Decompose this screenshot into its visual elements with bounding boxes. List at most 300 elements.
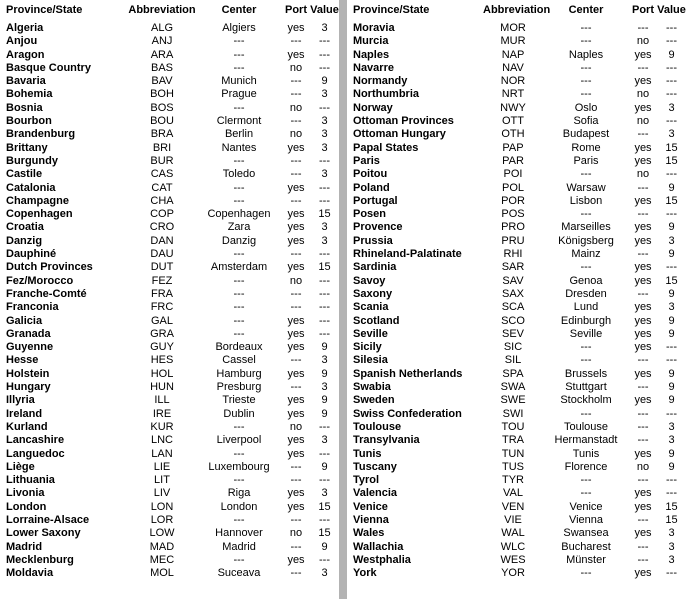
port-cell: no: [289, 128, 303, 141]
province-name-cell: Madrid: [6, 540, 43, 553]
table-row: [347, 75, 686, 88]
table-row: [347, 235, 686, 248]
value-cell: ---: [319, 474, 330, 487]
abbreviation-cell: GUY: [150, 341, 174, 354]
value-cell: 3: [321, 22, 328, 34]
port-cell: no: [289, 527, 303, 540]
abbreviation-cell: SEV: [501, 327, 524, 340]
table-row: [0, 102, 339, 115]
abbreviation-cell: OTT: [502, 115, 524, 128]
center-cell: ---: [580, 208, 592, 221]
table-row: [0, 527, 339, 540]
table-row: [0, 62, 339, 75]
abbreviation-cell: TRA: [502, 434, 524, 447]
abbreviation-cell: NWY: [500, 101, 526, 114]
province-name-cell: Papal States: [353, 141, 419, 154]
port-cell: yes: [634, 487, 652, 500]
province-name-cell: York: [353, 567, 377, 580]
value-cell: 9: [668, 314, 675, 327]
port-cell: yes: [287, 221, 305, 234]
abbreviation-cell: GAL: [150, 314, 173, 327]
province-name-cell: Paris: [353, 154, 380, 167]
table-row: [0, 88, 339, 101]
province-name-cell: Lancashire: [6, 434, 65, 447]
port-cell: yes: [287, 234, 305, 247]
province-name-cell: Northumbria: [353, 88, 419, 101]
abbreviation-cell: LOW: [149, 527, 175, 540]
abbreviation-cell: SAX: [501, 287, 524, 300]
value-cell: 3: [321, 141, 328, 154]
center-cell: Lisbon: [569, 194, 603, 207]
value-cell: ---: [666, 35, 677, 48]
center-cell: ---: [233, 61, 245, 74]
abbreviation-cell: OTH: [501, 128, 525, 141]
abbreviation-cell: SWI: [502, 407, 524, 420]
table-row: [0, 235, 339, 248]
port-cell: yes: [634, 447, 652, 460]
abbreviation-cell: NOR: [500, 75, 526, 88]
abbreviation-cell: VIE: [504, 513, 522, 526]
province-name-cell: Scania: [353, 301, 389, 314]
table-row: [347, 341, 686, 354]
province-name-cell: Bosnia: [6, 101, 43, 114]
province-name-cell: Murcia: [353, 35, 389, 48]
value-cell: ---: [319, 314, 330, 327]
center-cell: Bucharest: [561, 540, 611, 553]
abbreviation-cell: CRO: [149, 221, 175, 234]
center-cell: Bordeaux: [215, 341, 263, 354]
abbreviation-cell: SIC: [503, 341, 523, 354]
center-cell: Toledo: [222, 168, 256, 181]
port-cell: no: [636, 88, 650, 101]
province-name-cell: Norway: [353, 101, 393, 114]
province-name-cell: Illyria: [6, 394, 35, 407]
value-cell: ---: [666, 115, 677, 128]
abbreviation-cell: VAL: [503, 487, 523, 500]
port-cell: yes: [634, 141, 652, 154]
abbreviation-cell: CHA: [150, 194, 174, 207]
value-cell: 3: [668, 540, 675, 553]
abbreviation-cell: SCA: [501, 301, 525, 314]
center-cell: Stuttgart: [565, 381, 607, 394]
port-cell: ---: [290, 567, 302, 580]
abbreviation-cell: SCO: [501, 314, 525, 327]
abbreviation-cell: HES: [150, 354, 174, 367]
province-name-cell: Valencia: [353, 487, 398, 500]
center-cell: ---: [233, 48, 245, 61]
center-cell: Liverpool: [216, 434, 262, 447]
province-name-cell: Brittany: [6, 141, 48, 154]
center-cell: Luxembourg: [208, 460, 270, 473]
port-cell: yes: [634, 341, 652, 354]
value-cell: 3: [321, 434, 328, 447]
center-cell: Rome: [571, 141, 601, 154]
abbreviation-cell: PAP: [502, 141, 524, 154]
province-name-cell: Saxony: [353, 287, 393, 300]
province-name-cell: Swiss Confederation: [353, 407, 462, 420]
abbreviation-cell: MEC: [149, 553, 175, 566]
center-cell: ---: [233, 301, 245, 314]
port-cell: ---: [637, 354, 649, 367]
province-name-cell: Anjou: [6, 35, 38, 48]
table-row: [347, 115, 686, 128]
port-cell: yes: [634, 567, 652, 580]
header-row: [0, 0, 339, 22]
port-cell: yes: [287, 181, 305, 194]
abbreviation-cell: IRE: [152, 407, 172, 420]
value-cell: ---: [319, 101, 330, 114]
abbreviation-cell: MOL: [150, 567, 174, 580]
table-row: [347, 155, 686, 168]
value-cell: ---: [319, 301, 330, 314]
value-cell: 9: [668, 394, 675, 407]
port-cell: ---: [637, 553, 649, 566]
port-cell: yes: [634, 261, 652, 274]
center-cell: ---: [580, 261, 592, 274]
port-cell: yes: [287, 208, 305, 221]
abbreviation-cell: TYR: [502, 474, 524, 487]
header-value: Value: [657, 4, 686, 16]
center-cell: ---: [580, 61, 592, 74]
abbreviation-cell: DUT: [150, 261, 174, 274]
province-name-cell: Rhineland-Palatinate: [353, 248, 462, 261]
abbreviation-cell: COP: [150, 208, 174, 221]
province-name-cell: Livonia: [6, 487, 45, 500]
abbreviation-cell: WES: [500, 553, 526, 566]
province-name-cell: Savoy: [353, 274, 386, 287]
table-row: [0, 128, 339, 141]
table-row: [347, 275, 686, 288]
center-cell: ---: [233, 447, 245, 460]
center-cell: ---: [233, 420, 245, 433]
abbreviation-cell: POR: [501, 194, 525, 207]
table-row: [0, 221, 339, 234]
value-cell: 9: [668, 248, 675, 261]
port-cell: yes: [634, 101, 652, 114]
table-row: [347, 142, 686, 155]
port-cell: ---: [290, 460, 302, 473]
center-cell: Munich: [221, 75, 257, 88]
province-name-cell: Galicia: [6, 314, 43, 327]
port-cell: ---: [637, 513, 649, 526]
province-name-cell: Lower Saxony: [6, 527, 81, 540]
header-province: Province/State: [353, 4, 430, 16]
province-name-cell: Hesse: [6, 354, 39, 367]
abbreviation-cell: SAR: [501, 261, 525, 274]
abbreviation-cell: DAU: [150, 248, 174, 261]
province-name-cell: London: [6, 500, 47, 513]
province-name-cell: Tyrol: [353, 474, 380, 487]
abbreviation-cell: BOU: [150, 115, 174, 128]
value-cell: 9: [321, 341, 328, 354]
table-row: [347, 182, 686, 195]
table-row: [347, 328, 686, 341]
abbreviation-cell: GRA: [150, 327, 174, 340]
center-cell: ---: [580, 474, 592, 487]
header-row: [347, 0, 686, 22]
center-cell: Sofia: [573, 115, 599, 128]
center-cell: Clermont: [216, 115, 262, 128]
abbreviation-cell: PAR: [502, 154, 524, 167]
table-row: [0, 354, 339, 367]
table-row: [347, 208, 686, 221]
center-cell: ---: [580, 407, 592, 420]
province-name-cell: Castile: [6, 168, 43, 181]
table-row: [0, 461, 339, 474]
value-cell: 15: [665, 154, 678, 167]
value-cell: 15: [665, 274, 678, 287]
value-cell: 3: [321, 354, 328, 367]
center-cell: Paris: [573, 154, 599, 167]
abbreviation-cell: SIL: [504, 354, 522, 367]
province-name-cell: Kurland: [6, 420, 48, 433]
port-cell: yes: [287, 487, 305, 500]
port-cell: ---: [637, 208, 649, 221]
table-row: [0, 142, 339, 155]
port-cell: ---: [290, 88, 302, 101]
table-row: [347, 102, 686, 115]
province-name-cell: Bavaria: [6, 75, 46, 88]
value-cell: 15: [665, 500, 678, 513]
center-cell: Zara: [227, 221, 251, 234]
port-cell: ---: [637, 474, 649, 487]
table-row: [0, 487, 339, 500]
port-cell: yes: [634, 314, 652, 327]
province-name-cell: Mecklenburg: [6, 553, 74, 566]
abbreviation-cell: TUN: [501, 447, 525, 460]
province-name-cell: Venice: [353, 500, 388, 513]
table-row: [0, 514, 339, 527]
center-cell: Warsaw: [566, 181, 606, 194]
port-cell: yes: [634, 75, 652, 88]
province-name-cell: Poland: [353, 181, 390, 194]
center-cell: Venice: [569, 500, 603, 513]
port-cell: ---: [637, 181, 649, 194]
port-cell: yes: [634, 527, 652, 540]
abbreviation-cell: FEZ: [151, 274, 173, 287]
province-name-cell: Algeria: [6, 22, 44, 34]
center-cell: ---: [233, 35, 245, 48]
header-port: Port: [285, 4, 307, 16]
value-cell: 3: [668, 301, 675, 314]
abbreviation-cell: SAV: [502, 274, 524, 287]
province-name-cell: Fez/Morocco: [6, 274, 74, 287]
value-cell: 9: [668, 327, 675, 340]
value-cell: 9: [668, 221, 675, 234]
value-cell: 9: [668, 447, 675, 460]
port-cell: ---: [637, 287, 649, 300]
center-cell: ---: [233, 194, 245, 207]
center-cell: Naples: [568, 48, 604, 61]
province-name-cell: Navarre: [353, 61, 394, 74]
table-row: [0, 155, 339, 168]
table-row: [0, 474, 339, 487]
abbreviation-cell: TUS: [502, 460, 524, 473]
value-cell: ---: [319, 274, 330, 287]
center-cell: Florence: [564, 460, 608, 473]
table-row: [0, 195, 339, 208]
province-name-cell: Vienna: [353, 513, 389, 526]
port-cell: yes: [634, 301, 652, 314]
center-cell: Toulouse: [563, 420, 609, 433]
abbreviation-cell: SWE: [500, 394, 526, 407]
center-cell: Königsberg: [558, 234, 614, 247]
value-cell: 15: [665, 141, 678, 154]
port-cell: yes: [287, 407, 305, 420]
center-cell: ---: [233, 553, 245, 566]
province-name-cell: Liège: [6, 460, 35, 473]
value-cell: ---: [666, 22, 677, 34]
value-cell: 15: [665, 513, 678, 526]
center-cell: Nantes: [221, 141, 257, 154]
abbreviation-cell: HUN: [150, 381, 174, 394]
province-name-cell: Ottoman Hungary: [353, 128, 446, 141]
table-row: [347, 288, 686, 301]
value-cell: ---: [319, 35, 330, 48]
province-name-cell: Portugal: [353, 194, 398, 207]
abbreviation-cell: CAS: [150, 168, 174, 181]
center-cell: ---: [233, 314, 245, 327]
center-cell: ---: [580, 22, 592, 34]
province-name-cell: Swabia: [353, 381, 391, 394]
abbreviation-cell: WAL: [501, 527, 525, 540]
table-row: [347, 301, 686, 314]
table-row: [347, 261, 686, 274]
table-row: [347, 501, 686, 514]
value-cell: 3: [321, 567, 328, 580]
center-cell: ---: [580, 341, 592, 354]
abbreviation-cell: DAN: [150, 234, 174, 247]
province-name-cell: Moravia: [353, 22, 395, 34]
province-name-cell: Bohemia: [6, 88, 53, 101]
table-row: [347, 541, 686, 554]
center-cell: Trieste: [222, 394, 256, 407]
value-cell: ---: [666, 487, 677, 500]
header-center: Center: [568, 4, 604, 16]
table-row: [0, 368, 339, 381]
value-cell: 9: [668, 287, 675, 300]
value-cell: ---: [319, 194, 330, 207]
abbreviation-cell: LOR: [150, 513, 174, 526]
province-name-cell: Silesia: [353, 354, 388, 367]
table-row: [347, 49, 686, 62]
port-cell: yes: [634, 194, 652, 207]
center-cell: Madrid: [222, 540, 256, 553]
province-table-right: [347, 0, 686, 580]
table-row: [0, 421, 339, 434]
table-row: [0, 288, 339, 301]
province-name-cell: Posen: [353, 208, 387, 221]
abbreviation-cell: NAV: [502, 61, 524, 74]
center-cell: Danzig: [221, 234, 257, 247]
province-name-cell: Wallachia: [353, 540, 404, 553]
header-port: Port: [632, 4, 654, 16]
port-cell: no: [289, 420, 303, 433]
value-cell: 9: [668, 367, 675, 380]
value-cell: 9: [321, 367, 328, 380]
table-row: [347, 35, 686, 48]
value-cell: ---: [319, 48, 330, 61]
province-name-cell: Transylvania: [353, 434, 420, 447]
port-cell: yes: [287, 500, 305, 513]
value-cell: ---: [666, 208, 677, 221]
port-cell: ---: [290, 248, 302, 261]
center-cell: Hermanstadt: [554, 434, 618, 447]
value-cell: 3: [321, 115, 328, 128]
table-row: [347, 381, 686, 394]
port-cell: no: [636, 168, 650, 181]
province-name-cell: Languedoc: [6, 447, 65, 460]
value-cell: ---: [319, 248, 330, 261]
table-row: [0, 541, 339, 554]
center-cell: Amsterdam: [210, 261, 268, 274]
center-cell: Dresden: [565, 287, 607, 300]
value-cell: ---: [319, 181, 330, 194]
value-cell: 3: [321, 221, 328, 234]
abbreviation-cell: MOR: [500, 22, 526, 34]
value-cell: 3: [321, 487, 328, 500]
port-cell: yes: [634, 394, 652, 407]
port-cell: ---: [637, 540, 649, 553]
value-cell: 15: [318, 261, 331, 274]
abbreviation-cell: YOR: [501, 567, 525, 580]
abbreviation-cell: LIT: [154, 474, 170, 487]
table-row: [347, 421, 686, 434]
province-name-cell: Spanish Netherlands: [353, 367, 463, 380]
table-row: [347, 487, 686, 500]
abbreviation-cell: BAV: [151, 75, 173, 88]
port-cell: ---: [290, 513, 302, 526]
table-row: [347, 195, 686, 208]
port-cell: ---: [290, 354, 302, 367]
value-cell: 9: [321, 407, 328, 420]
province-name-cell: Holstein: [6, 367, 50, 380]
center-cell: Genoa: [569, 274, 603, 287]
value-cell: ---: [666, 168, 677, 181]
province-name-cell: Basque Country: [6, 61, 91, 74]
header-abbreviation: Abbreviation: [128, 4, 196, 16]
center-cell: ---: [233, 474, 245, 487]
province-name-cell: Guyenne: [6, 341, 54, 354]
port-cell: ---: [637, 128, 649, 141]
province-name-cell: Lithuania: [6, 474, 55, 487]
province-name-cell: Ottoman Provinces: [353, 115, 454, 128]
center-cell: ---: [233, 287, 245, 300]
port-cell: yes: [287, 341, 305, 354]
table-row: [0, 394, 339, 407]
value-cell: 3: [321, 234, 328, 247]
table-row: [347, 514, 686, 527]
province-name-cell: Franconia: [6, 301, 59, 314]
province-name-cell: Croatia: [6, 221, 44, 234]
province-name-cell: Prussia: [353, 234, 393, 247]
table-row: [347, 408, 686, 421]
province-name-cell: Sicily: [353, 341, 382, 354]
abbreviation-cell: LNC: [150, 434, 173, 447]
value-cell: 9: [668, 460, 675, 473]
value-cell: 3: [668, 527, 675, 540]
province-name-cell: Sweden: [353, 394, 395, 407]
value-cell: ---: [319, 287, 330, 300]
table-row: [347, 354, 686, 367]
province-name-cell: Seville: [353, 327, 388, 340]
center-cell: ---: [233, 327, 245, 340]
table-row: [0, 448, 339, 461]
value-cell: 9: [668, 181, 675, 194]
province-name-cell: Ireland: [6, 407, 43, 420]
table-row: [0, 341, 339, 354]
port-cell: ---: [290, 75, 302, 88]
